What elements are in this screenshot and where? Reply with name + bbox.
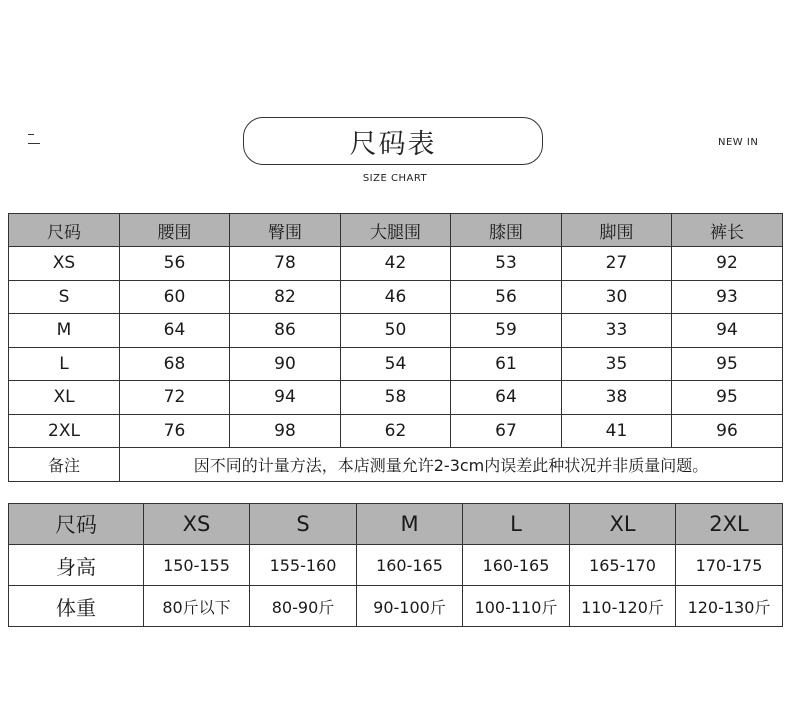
fit-cell: 165-170 (570, 545, 676, 586)
measurement-cell: 50 (341, 314, 451, 348)
size-cell: S (9, 280, 120, 314)
decorative-bar (28, 143, 40, 144)
measurement-cell: 92 (672, 247, 783, 281)
header-cell: S (250, 504, 357, 545)
measurement-cell: 95 (672, 381, 783, 415)
header-cell: XL (570, 504, 676, 545)
size-cell: L (9, 347, 120, 381)
fit-cell: 160-165 (463, 545, 570, 586)
fit-cell: 160-165 (357, 545, 463, 586)
measurement-cell: 46 (341, 280, 451, 314)
header-cell: 裤长 (672, 214, 783, 247)
measurement-cell: 95 (672, 347, 783, 381)
header-cell: M (357, 504, 463, 545)
header-cell: 腰围 (120, 214, 230, 247)
note-text: 因不同的计量方法，本店测量允许2-3cm内误差此种状况并非质量问题。 (120, 448, 783, 482)
measurement-cell: 64 (451, 381, 562, 415)
measurement-cell: 86 (230, 314, 341, 348)
measurement-cell: 33 (562, 314, 672, 348)
measurement-cell: 68 (120, 347, 230, 381)
table-row (9, 247, 783, 281)
fit-cell: 100-110斤 (463, 586, 570, 627)
fit-cell: 80斤以下 (144, 586, 250, 627)
decorative-mark (28, 134, 40, 152)
row-label: 体重 (9, 586, 144, 627)
table-header-row (9, 504, 783, 545)
measurement-cell: 72 (120, 381, 230, 415)
new-in-label: NEW IN (718, 137, 759, 148)
measurement-cell: 38 (562, 381, 672, 415)
measurement-cell: 67 (451, 414, 562, 448)
fit-cell: 80-90斤 (250, 586, 357, 627)
measurement-cell: 56 (451, 280, 562, 314)
measurement-cell: 62 (341, 414, 451, 448)
header-cell: L (463, 504, 570, 545)
page-subtitle: SIZE CHART (362, 173, 428, 184)
measurement-cell: 82 (230, 280, 341, 314)
table-row (9, 314, 783, 348)
note-row (9, 448, 783, 482)
header-cell: 膝围 (451, 214, 562, 247)
note-label: 备注 (9, 448, 120, 482)
measurement-cell: 53 (451, 247, 562, 281)
measurements-table (8, 213, 783, 482)
measurement-cell: 76 (120, 414, 230, 448)
fit-cell: 110-120斤 (570, 586, 676, 627)
header-cell: 脚围 (562, 214, 672, 247)
table-header-row (9, 214, 783, 247)
measurement-cell: 96 (672, 414, 783, 448)
measurement-cell: 59 (451, 314, 562, 348)
measurement-cell: 41 (562, 414, 672, 448)
header-cell: 尺码 (9, 504, 144, 545)
fit-cell: 90-100斤 (357, 586, 463, 627)
size-cell: XS (9, 247, 120, 281)
measurement-cell: 61 (451, 347, 562, 381)
table-row (9, 381, 783, 415)
table-row (9, 545, 783, 586)
page-title: 尺码表 (349, 128, 437, 160)
table-row (9, 586, 783, 627)
measurement-cell: 42 (341, 247, 451, 281)
measurement-cell: 35 (562, 347, 672, 381)
height-weight-table (8, 503, 783, 627)
measurement-cell: 90 (230, 347, 341, 381)
size-cell: XL (9, 381, 120, 415)
measurement-cell: 93 (672, 280, 783, 314)
fit-cell: 150-155 (144, 545, 250, 586)
measurement-cell: 54 (341, 347, 451, 381)
table-row (9, 414, 783, 448)
header-cell: 2XL (676, 504, 783, 545)
measurement-cell: 78 (230, 247, 341, 281)
measurement-cell: 64 (120, 314, 230, 348)
measurement-cell: 94 (230, 381, 341, 415)
table-row (9, 347, 783, 381)
size-cell: 2XL (9, 414, 120, 448)
measurement-cell: 56 (120, 247, 230, 281)
measurement-cell: 60 (120, 280, 230, 314)
header-cell: 大腿围 (341, 214, 451, 247)
header-cell: XS (144, 504, 250, 545)
size-cell: M (9, 314, 120, 348)
measurement-cell: 94 (672, 314, 783, 348)
fit-cell: 155-160 (250, 545, 357, 586)
measurement-cell: 98 (230, 414, 341, 448)
header-cell: 臀围 (230, 214, 341, 247)
row-label: 身高 (9, 545, 144, 586)
header-cell: 尺码 (9, 214, 120, 247)
measurement-cell: 30 (562, 280, 672, 314)
fit-cell: 120-130斤 (676, 586, 783, 627)
decorative-bar (28, 134, 34, 135)
fit-cell: 170-175 (676, 545, 783, 586)
measurement-cell: 58 (341, 381, 451, 415)
measurement-cell: 27 (562, 247, 672, 281)
table-row (9, 280, 783, 314)
title-box (243, 117, 543, 165)
